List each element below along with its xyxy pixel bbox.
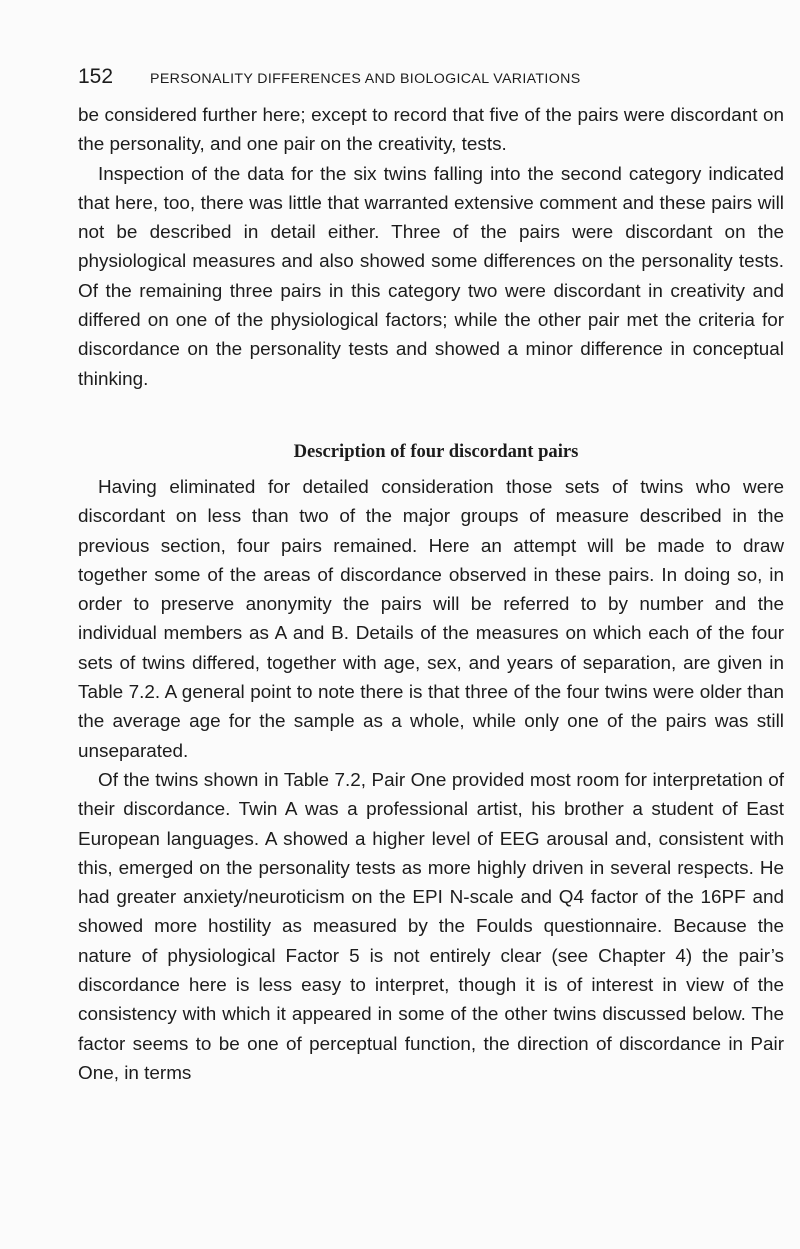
paragraph-four-pairs: Having eliminated for detailed consideration those sets of twins who were discordant on less than two of the major groups of measure described in the previous section, four pairs remained. Here an attempt will be made to draw together some of the areas of discordance observed in these pairs. In doing so, in order to preserve anonymity the pairs will be referred to by number and the individual members as A and B. Details of the measures on which each of the four sets of twins differed, together with age, sex, and years of separation, are given in Table 7.2. A general point to note there is that three of the four twins were older than the average age for the sample as a whole, while only one of the pairs was still unseparated.	[78, 476, 784, 762]
running-head	[78, 62, 784, 92]
paragraph-second-category: Inspection of the data for the six twins falling into the second category indicated that here, too, there was little that warranted extensive comment and these pairs will not be described in detail either. Three of the pairs were discordant on the physiological measures and also showed some differences on the personality tests. Of the remaining three pairs in this category two were discordant in creativity and differed on one of the physiological factors; while the other pair met the criteria for discordance on the personality tests and showed a minor difference in conceptual thinking.	[78, 163, 784, 390]
running-title: PERSONALITY DIFFERENCES AND BIOLOGICAL VARIATIONS	[150, 71, 581, 87]
paragraph-pair-one: Of the twins shown in Table 7.2, Pair One provided most room for interpretation of their discordance. Twin A was a professional artist, his brother a student of East European languages. A showed a higher level of EEG arousal and, consistent with this, emerged on the personality tests as more highly driven in several respects. He had greater anxiety/neuroticism on the EPI N-scale and Q4 factor of the 16PF and showed more hostility as measured by the Foulds questionnaire. Because the nature of physiological Factor 5 is not entirely clear (see Chapter 4) the pair’s discordance here is less easy to interpret, though it is of interest in view of the consistency with which it appeared in some of the other twins discussed below. The factor seems to be one of perceptual function, the direction of discordance in Pair One, in terms	[78, 769, 784, 1084]
body-text	[78, 101, 784, 1088]
book-page	[78, 62, 784, 1088]
page-number: 152	[78, 65, 114, 88]
paragraph-continuation: be considered further here; except to record that five of the pairs were discordant on the personality, and one pair on the creativity, tests.	[78, 105, 784, 156]
section-heading: Description of four discordant pairs	[293, 440, 579, 462]
